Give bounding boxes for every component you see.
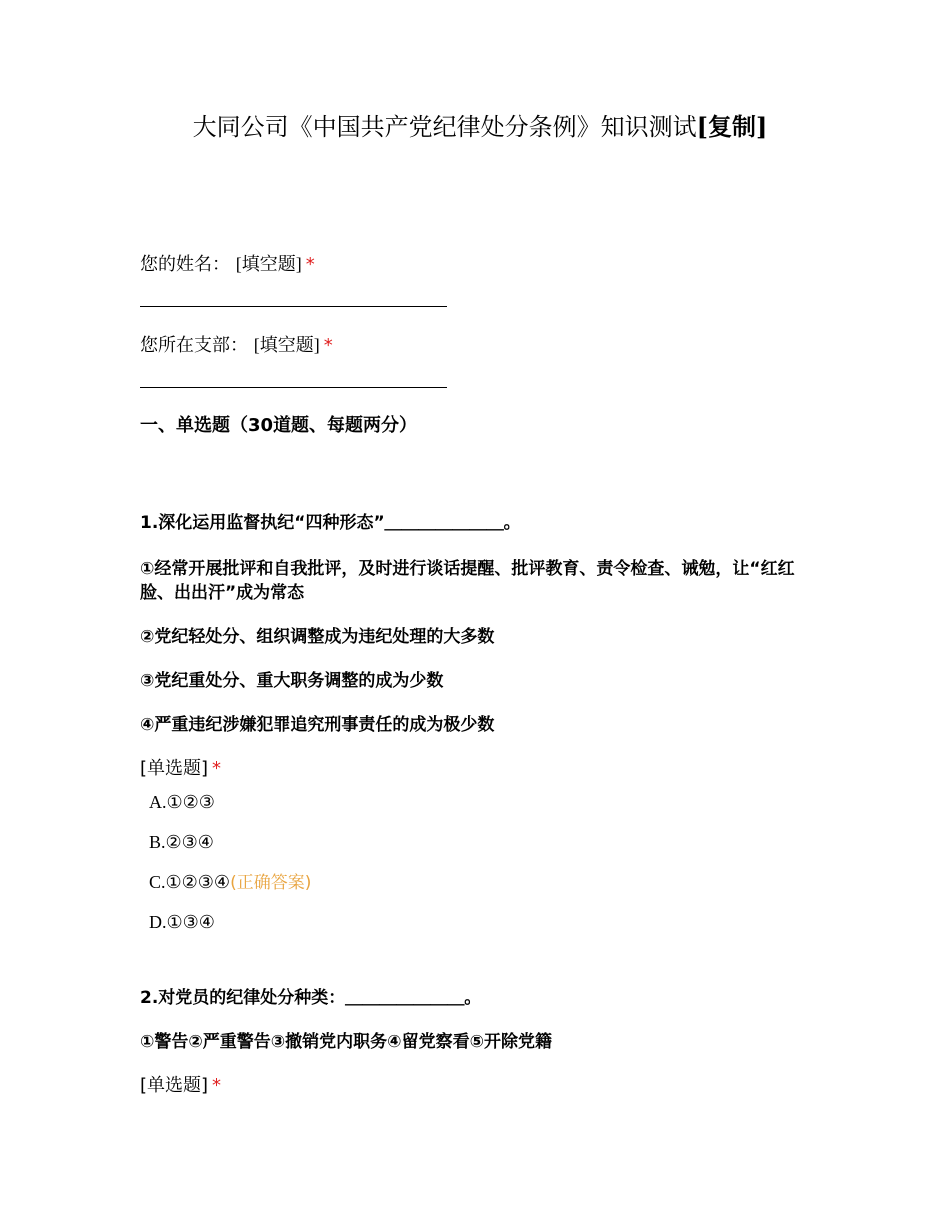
question-1-statement-4: ④严重违纪涉嫌犯罪追究刑事责任的成为极少数 <box>140 715 495 735</box>
question-1-option-d[interactable] <box>149 910 215 934</box>
name-input-line[interactable] <box>140 306 447 307</box>
branch-type-tag: [填空题] <box>253 335 320 355</box>
branch-field-label <box>140 333 333 358</box>
question-1-option-c[interactable] <box>149 870 311 895</box>
question-1-type-tag: [单选题] <box>140 758 209 779</box>
correct-answer-badge: (正确答案) <box>230 873 312 893</box>
option-b-text: B.②③④ <box>149 832 214 852</box>
option-d-text: D.①③④ <box>149 912 215 932</box>
page-title <box>0 112 950 142</box>
branch-input-line[interactable] <box>140 387 447 388</box>
section-heading: 一、单选题（30道题、每题两分） <box>140 415 418 436</box>
required-mark: * <box>212 1075 222 1096</box>
required-mark: * <box>323 335 333 356</box>
question-1-statement-3: ③党纪重处分、重大职务调整的成为少数 <box>140 671 444 691</box>
branch-label-text: 您所在支部： <box>140 335 248 356</box>
name-label-text: 您的姓名： <box>140 254 230 275</box>
title-suffix: [复制] <box>696 112 768 141</box>
question-2-type <box>140 1074 221 1098</box>
question-2-statement-1: ①警告②严重警告③撤销党内职务④留党察看⑤开除党籍 <box>140 1032 552 1052</box>
question-2-type-tag: [单选题] <box>140 1075 209 1096</box>
required-mark: * <box>305 254 315 275</box>
question-1-option-a[interactable] <box>149 790 215 814</box>
question-2-stem: 2.对党员的纪律处分种类：＿＿＿＿＿＿＿。 <box>140 988 482 1008</box>
question-1-type <box>140 757 221 781</box>
required-mark: * <box>212 758 222 779</box>
title-main: 大同公司《中国共产党纪律处分条例》知识测试 <box>192 113 697 141</box>
question-1-statement-2: ②党纪轻处分、组织调整成为违纪处理的大多数 <box>140 627 495 647</box>
question-1-stem: 1.深化运用监督执纪“四种形态”＿＿＿＿＿＿＿。 <box>140 513 521 533</box>
option-a-text: A.①②③ <box>149 792 215 812</box>
name-field-label <box>140 252 315 277</box>
option-c-text: C.①②③④ <box>149 872 231 892</box>
question-1-statement-1: ①经常开展批评和自我批评，及时进行谈话提醒、批评教育、责令检查、诫勉，让“红红脸、出出汗”成为常态 <box>140 559 795 603</box>
question-1-option-b[interactable] <box>149 830 214 854</box>
name-type-tag: [填空题] <box>235 254 302 274</box>
